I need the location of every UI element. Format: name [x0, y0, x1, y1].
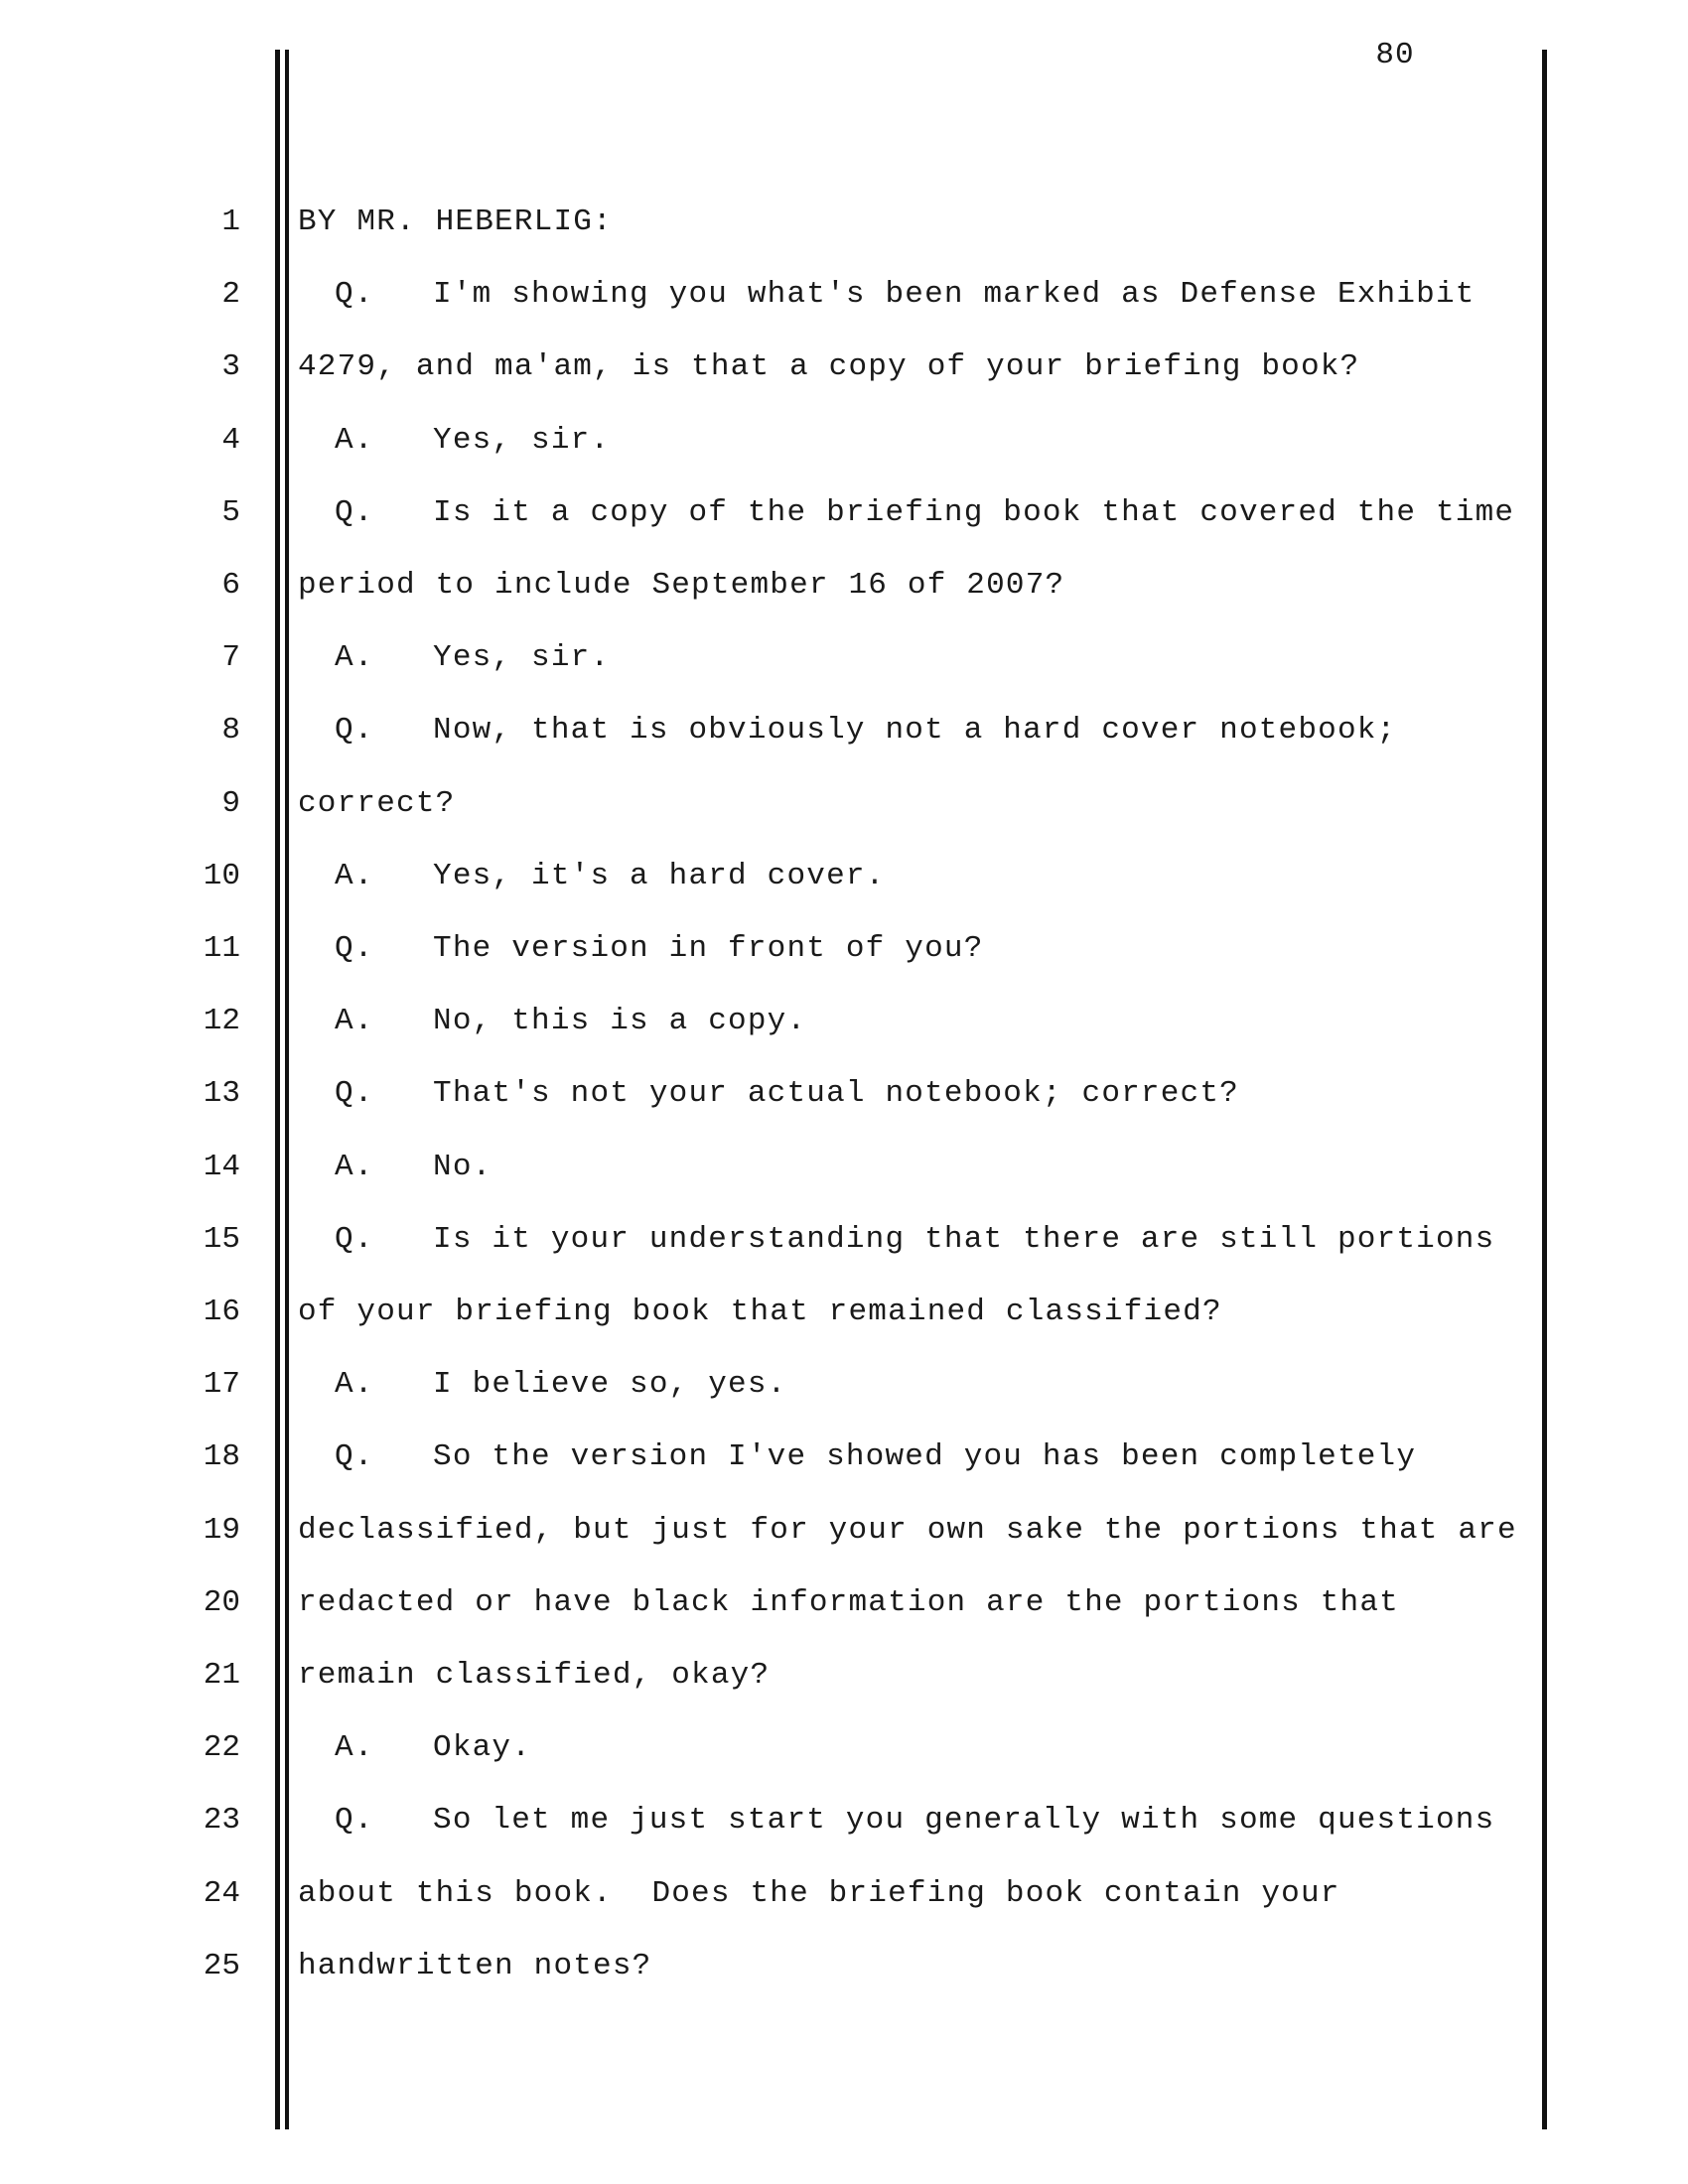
line-number: 3: [221, 349, 240, 385]
line-number: 7: [221, 640, 240, 676]
transcript-line: [0, 270, 1688, 342]
line-text: about this book. Does the briefing book contain your: [298, 1875, 1340, 1911]
transcript-line: [0, 1796, 1688, 1868]
line-text: Q. So the version I've showed you has been completely: [335, 1439, 1417, 1475]
transcript-line: [0, 1869, 1688, 1942]
transcript-line: [0, 1288, 1688, 1360]
line-number: 6: [221, 568, 240, 603]
line-text: A. No.: [335, 1149, 492, 1184]
transcript-line: [0, 1143, 1688, 1215]
line-number: 13: [203, 1076, 240, 1112]
transcript-line: [0, 852, 1688, 924]
line-text: Q. Now, that is obviously not a hard cover notebook;: [335, 713, 1397, 749]
transcript-line: [0, 1723, 1688, 1796]
line-text: Q. Is it your understanding that there are still portions: [335, 1221, 1495, 1257]
line-text: remain classified, okay?: [298, 1658, 771, 1693]
transcript-line: [0, 633, 1688, 706]
line-text: Q. The version in front of you?: [335, 931, 984, 966]
transcript-line: [0, 1215, 1688, 1288]
line-text: correct?: [298, 785, 456, 821]
line-text: A. Okay.: [335, 1730, 532, 1766]
transcript-line: [0, 1360, 1688, 1433]
line-number: 24: [203, 1875, 240, 1911]
transcript-line: [0, 997, 1688, 1069]
transcript-line: [0, 416, 1688, 488]
transcript-line: [0, 779, 1688, 852]
line-number: 18: [203, 1439, 240, 1475]
line-number: 21: [203, 1658, 240, 1693]
line-number: 20: [203, 1584, 240, 1620]
transcript-line: [0, 561, 1688, 633]
line-number: 10: [203, 858, 240, 893]
page-number: 80: [1375, 38, 1415, 72]
line-text: BY MR. HEBERLIG:: [298, 205, 613, 239]
transcript-line: [0, 706, 1688, 778]
line-text: 4279, and ma'am, is that a copy of your briefing book?: [298, 349, 1360, 385]
line-number: 16: [203, 1295, 240, 1329]
transcript-line: [0, 1651, 1688, 1723]
transcript-line: [0, 1578, 1688, 1651]
line-number: 8: [221, 713, 240, 749]
transcript-line: [0, 1433, 1688, 1505]
line-number: 12: [203, 1004, 240, 1039]
line-text: of your briefing book that remained classified?: [298, 1295, 1222, 1329]
line-number: 5: [221, 494, 240, 530]
transcript-line: [0, 924, 1688, 997]
line-text: A. I believe so, yes.: [335, 1367, 787, 1403]
line-number: 9: [221, 785, 240, 821]
line-text: A. Yes, sir.: [335, 422, 611, 458]
transcript-line: [0, 488, 1688, 561]
line-number: 11: [203, 931, 240, 966]
line-text: period to include September 16 of 2007?: [298, 568, 1065, 603]
transcript-line: [0, 1942, 1688, 2014]
line-text: A. Yes, sir.: [335, 640, 611, 676]
transcript-line: [0, 1506, 1688, 1578]
line-text: handwritten notes?: [298, 1948, 652, 1983]
line-text: Q. Is it a copy of the briefing book that covered the time: [335, 494, 1515, 530]
line-text: A. No, this is a copy.: [335, 1004, 807, 1039]
transcript-line: [0, 342, 1688, 415]
line-number: 19: [203, 1512, 240, 1548]
line-text: Q. So let me just start you generally with some questions: [335, 1803, 1495, 1839]
line-text: Q. That's not your actual notebook; correct?: [335, 1076, 1239, 1112]
line-number: 25: [203, 1948, 240, 1983]
line-number: 1: [221, 205, 240, 239]
line-text: A. Yes, it's a hard cover.: [335, 858, 886, 893]
line-number: 23: [203, 1803, 240, 1839]
transcript-line: [0, 1069, 1688, 1142]
line-number: 4: [221, 422, 240, 458]
line-number: 2: [221, 277, 240, 313]
line-text: redacted or have black information are the portions that: [298, 1584, 1399, 1620]
transcript-line: [0, 198, 1688, 270]
line-text: declassified, but just for your own sake the portions that are: [298, 1512, 1517, 1548]
line-number: 22: [203, 1730, 240, 1766]
line-text: Q. I'm showing you what's been marked as Defense Exhibit: [335, 277, 1476, 313]
line-number: 14: [203, 1149, 240, 1184]
line-number: 17: [203, 1367, 240, 1403]
line-number: 15: [203, 1221, 240, 1257]
